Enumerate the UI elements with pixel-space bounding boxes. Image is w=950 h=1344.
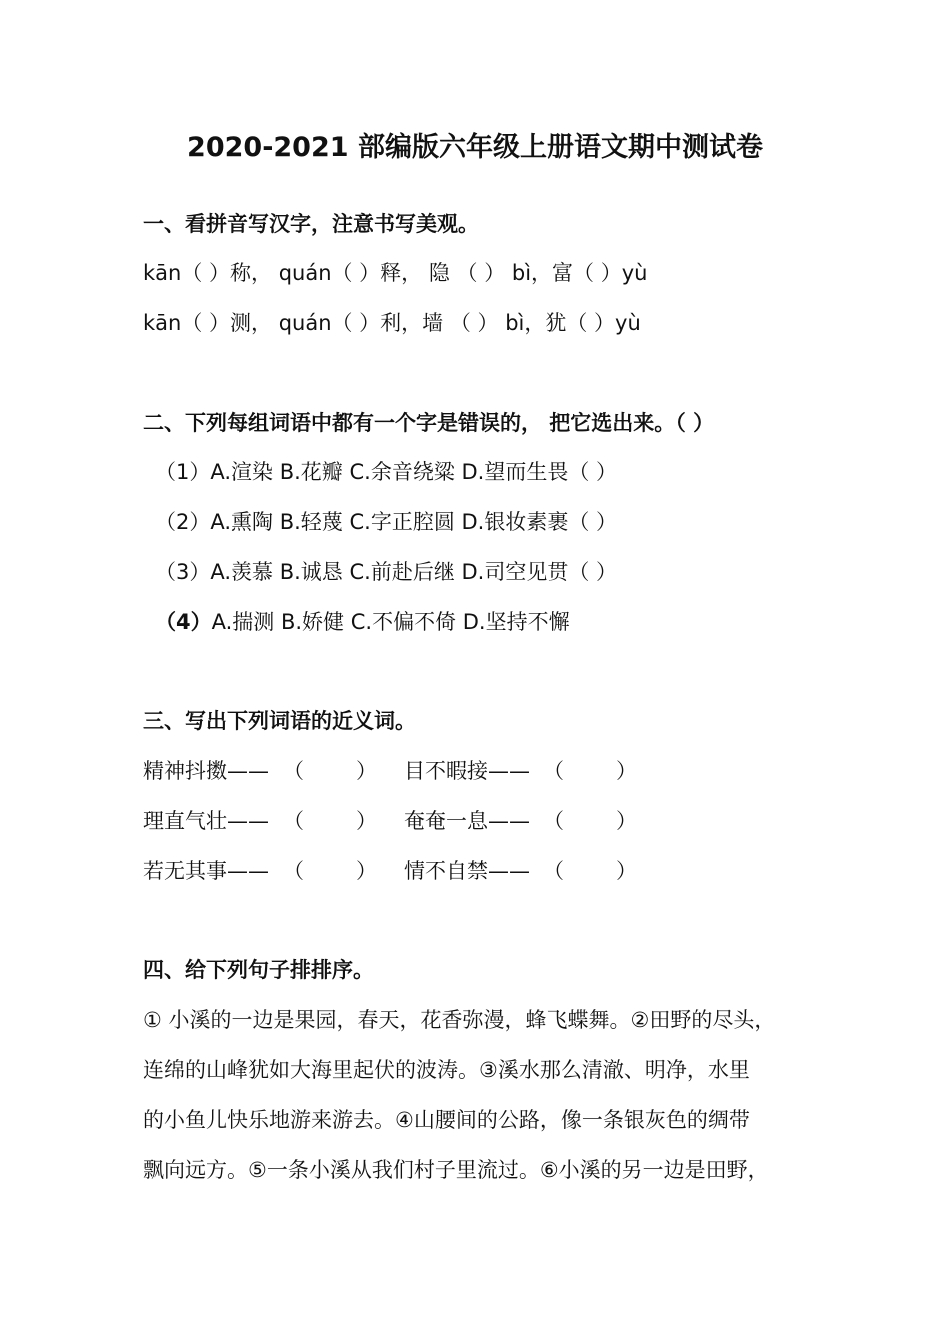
section4-heading: 四、给下列句子排排序。 bbox=[143, 958, 374, 982]
choice-item-text: A.揣测 B.娇健 C.不偏不倚 D.坚持不懈 bbox=[211, 610, 570, 634]
choice-item-number: （1） bbox=[155, 460, 211, 484]
paren-close: ） bbox=[616, 759, 637, 783]
page-title: 2020-2021 部编版六年级上册语文期中测试卷 bbox=[187, 132, 763, 163]
paragraph-line-1: ① 小溪的一边是果园，春天，花香弥漫，蜂飞蝶舞。②田野的尽头， bbox=[143, 1008, 776, 1032]
synonym-word: 若无其事—— bbox=[143, 859, 269, 883]
choice-item-2 bbox=[155, 507, 617, 537]
paren-open: （ bbox=[283, 859, 304, 883]
choice-item-text: A.羡慕 B.诚恳 C.前赴后继 D.司空见贯（ ） bbox=[210, 560, 618, 584]
choice-item-number: （4） bbox=[155, 610, 212, 634]
paren-open: （ bbox=[543, 809, 564, 833]
synonym-word: 目不暇接—— bbox=[404, 759, 530, 783]
paren-close: ） bbox=[356, 859, 377, 883]
paragraph-line-3: 的小鱼儿快乐地游来游去。④山腰间的公路，像一条银灰色的绸带 bbox=[143, 1108, 750, 1132]
paren-close: ） bbox=[356, 759, 377, 783]
synonym-word: 精神抖擞—— bbox=[143, 759, 269, 783]
paren-open: （ bbox=[283, 809, 304, 833]
paragraph-line-2: 连绵的山峰犹如大海里起伏的波涛。③溪水那么清澈、明净，水里 bbox=[143, 1058, 750, 1082]
choice-item-3 bbox=[155, 557, 617, 587]
choice-item-1 bbox=[155, 457, 617, 487]
section3-heading: 三、写出下列词语的近义词。 bbox=[143, 709, 416, 733]
paren-close: ） bbox=[616, 859, 637, 883]
choice-item-text: A.熏陶 B.轻蔑 C.字正腔圆 D.银妆素裹（ ） bbox=[210, 510, 618, 534]
choice-item-number: （2） bbox=[155, 510, 211, 534]
paren-open: （ bbox=[283, 759, 304, 783]
paren-open: （ bbox=[543, 859, 564, 883]
paren-close: ） bbox=[356, 809, 377, 833]
choice-item-text: A.渲染 B.花瓣 C.余音绕粱 D.望而生畏（ ） bbox=[210, 460, 618, 484]
choice-item-number: （3） bbox=[155, 560, 211, 584]
pinyin-line-2: kān（ ）测， quán（ ）利，墙 （ ） bì，犹（ ）yù bbox=[143, 311, 641, 335]
section2-heading: 二、下列每组词语中都有一个字是错误的， 把它选出来。（ ） bbox=[143, 411, 715, 435]
paren-close: ） bbox=[616, 809, 637, 833]
paren-open: （ bbox=[543, 759, 564, 783]
pinyin-line-1: kān（ ）称， quán（ ）释， 隐 （ ） bì，富（ ）yù bbox=[143, 261, 648, 285]
synonym-word: 情不自禁—— bbox=[404, 859, 530, 883]
synonym-word: 奄奄一息—— bbox=[404, 809, 530, 833]
paragraph-line-4: 飘向远方。⑤一条小溪从我们村子里流过。⑥小溪的另一边是田野， bbox=[143, 1158, 769, 1182]
choice-item-4 bbox=[155, 607, 570, 637]
synonym-word: 理直气壮—— bbox=[143, 809, 269, 833]
section1-heading: 一、看拼音写汉字，注意书写美观。 bbox=[143, 212, 479, 236]
